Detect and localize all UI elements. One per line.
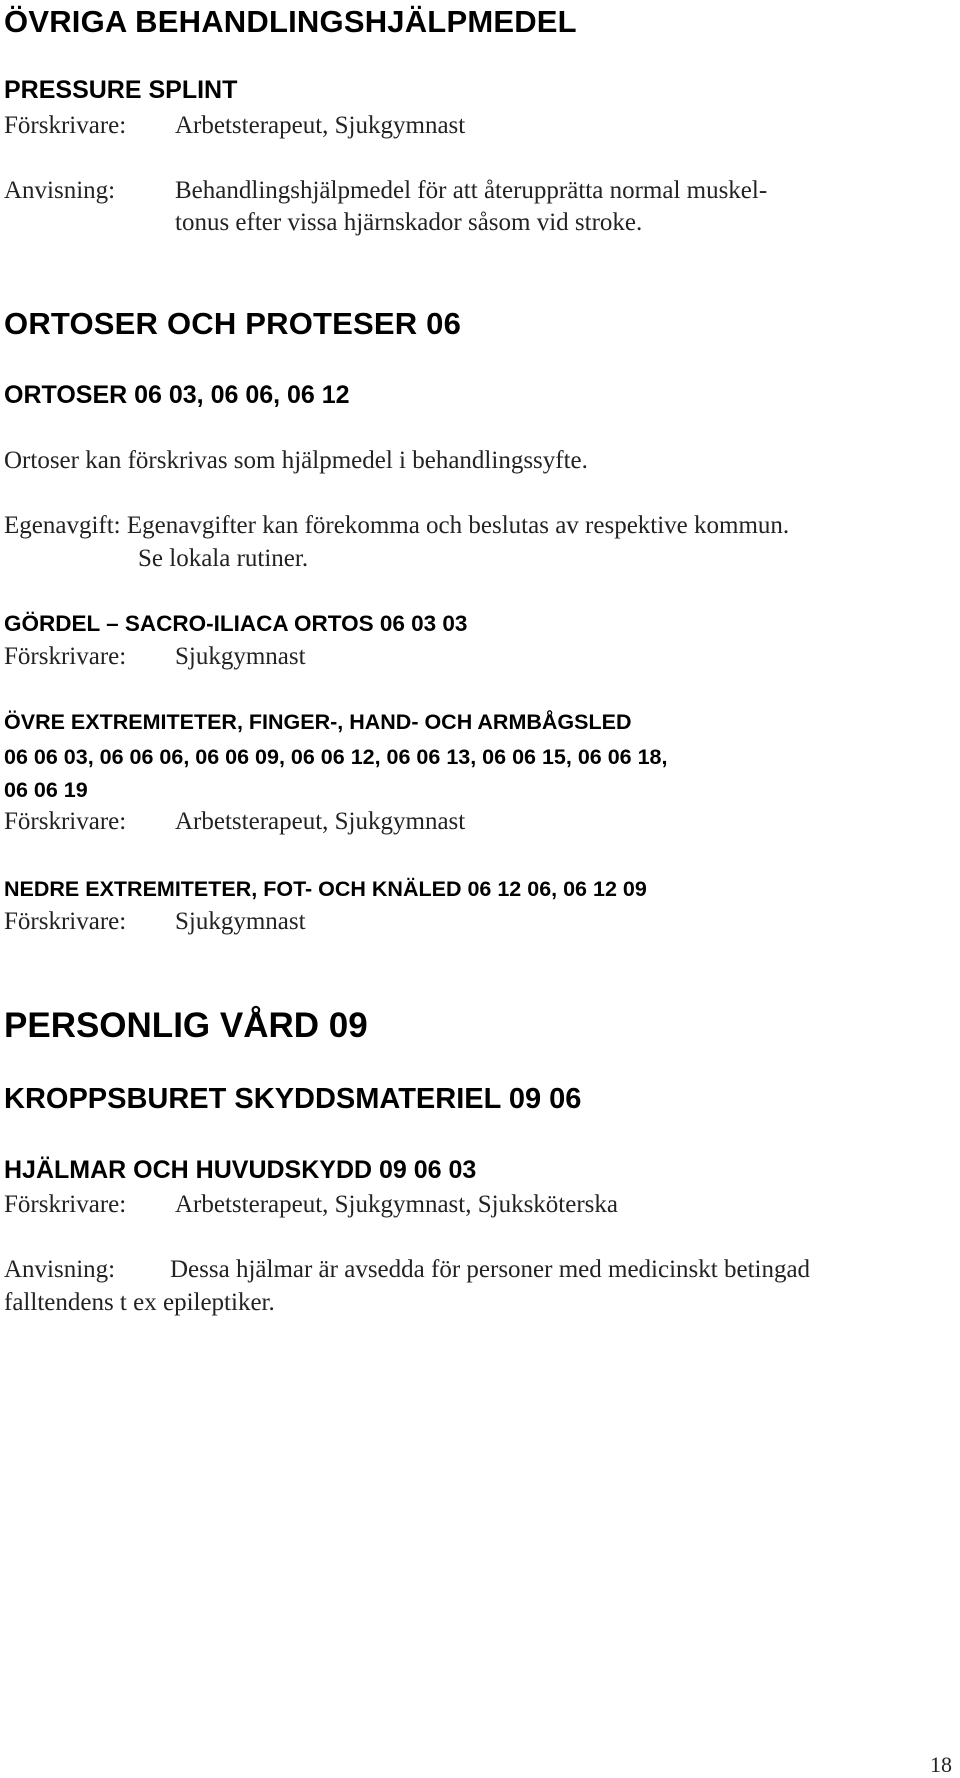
ortoser-fee-line2: Se lokala rutiner. (138, 545, 309, 572)
hjalmar-prescriber-value: Arbetsterapeut, Sjukgymnast, Sjuksköterska (175, 1191, 618, 1218)
ovre-prescriber-value: Arbetsterapeut, Sjukgymnast (175, 808, 466, 835)
nedre-prescriber-label: Förskrivare: (4, 908, 127, 935)
pressure-splint-title: PRESSURE SPLINT (4, 76, 238, 104)
pressure-splint-instruction-label: Anvisning: (4, 177, 116, 204)
hjalmar-prescriber-label: Förskrivare: (4, 1191, 127, 1218)
section-heading-ortoser-proteser: ORTOSER OCH PROTESER 06 (4, 306, 462, 341)
section-heading-personlig-vard: PERSONLIG VÅRD 09 (4, 1006, 368, 1045)
hjalmar-instruction-label: Anvisning: (4, 1256, 116, 1283)
page-number: 18 (930, 1752, 952, 1777)
hjalmar-instruction-line2: falltendens t ex epileptiker. (4, 1289, 275, 1316)
hjalmar-title: HJÄLMAR OCH HUVUDSKYDD 09 06 03 (4, 1156, 477, 1184)
gordel-prescriber-label: Förskrivare: (4, 643, 127, 670)
ovre-prescriber-label: Förskrivare: (4, 808, 127, 835)
nedre-prescriber-value: Sjukgymnast (175, 908, 306, 935)
ovre-title-line3: 06 06 19 (4, 778, 88, 802)
ovre-title-line2: 06 06 03, 06 06 06, 06 06 09, 06 06 12, 06 06 13, 06 06 15, 06 06 18, (4, 745, 668, 769)
pressure-splint-instruction-line2: tonus efter vissa hjärnskador såsom vid stroke. (175, 209, 643, 236)
hjalmar-instruction-line1: Dessa hjälmar är avsedda för personer med medicinskt betingad (170, 1256, 811, 1283)
ovre-title-line1: ÖVRE EXTREMITETER, FINGER-, HAND- OCH ARMBÅGSLED (4, 710, 632, 734)
kroppsburet-heading: KROPPSBURET SKYDDSMATERIEL 09 06 (4, 1083, 582, 1115)
pressure-splint-prescriber-value: Arbetsterapeut, Sjukgymnast (175, 112, 466, 139)
nedre-title: NEDRE EXTREMITETER, FOT- OCH KNÄLED 06 12 06, 06 12 09 (4, 877, 647, 901)
ortoser-title: ORTOSER 06 03, 06 06, 06 12 (4, 381, 350, 409)
ortoser-fee-line1: Egenavgift: Egenavgifter kan förekomma och beslutas av respektive kommun. (4, 512, 790, 539)
gordel-prescriber-value: Sjukgymnast (175, 643, 306, 670)
pressure-splint-prescriber-label: Förskrivare: (4, 112, 127, 139)
section-heading-ovriga: ÖVRIGA BEHANDLINGSHJÄLPMEDEL (4, 4, 577, 39)
gordel-title: GÖRDEL – SACRO-ILIACA ORTOS 06 03 03 (4, 611, 468, 636)
pressure-splint-instruction-line1: Behandlingshjälpmedel för att återupprätta normal muskel- (175, 177, 768, 204)
ortoser-text: Ortoser kan förskrivas som hjälpmedel i behandlingssyfte. (4, 447, 588, 474)
